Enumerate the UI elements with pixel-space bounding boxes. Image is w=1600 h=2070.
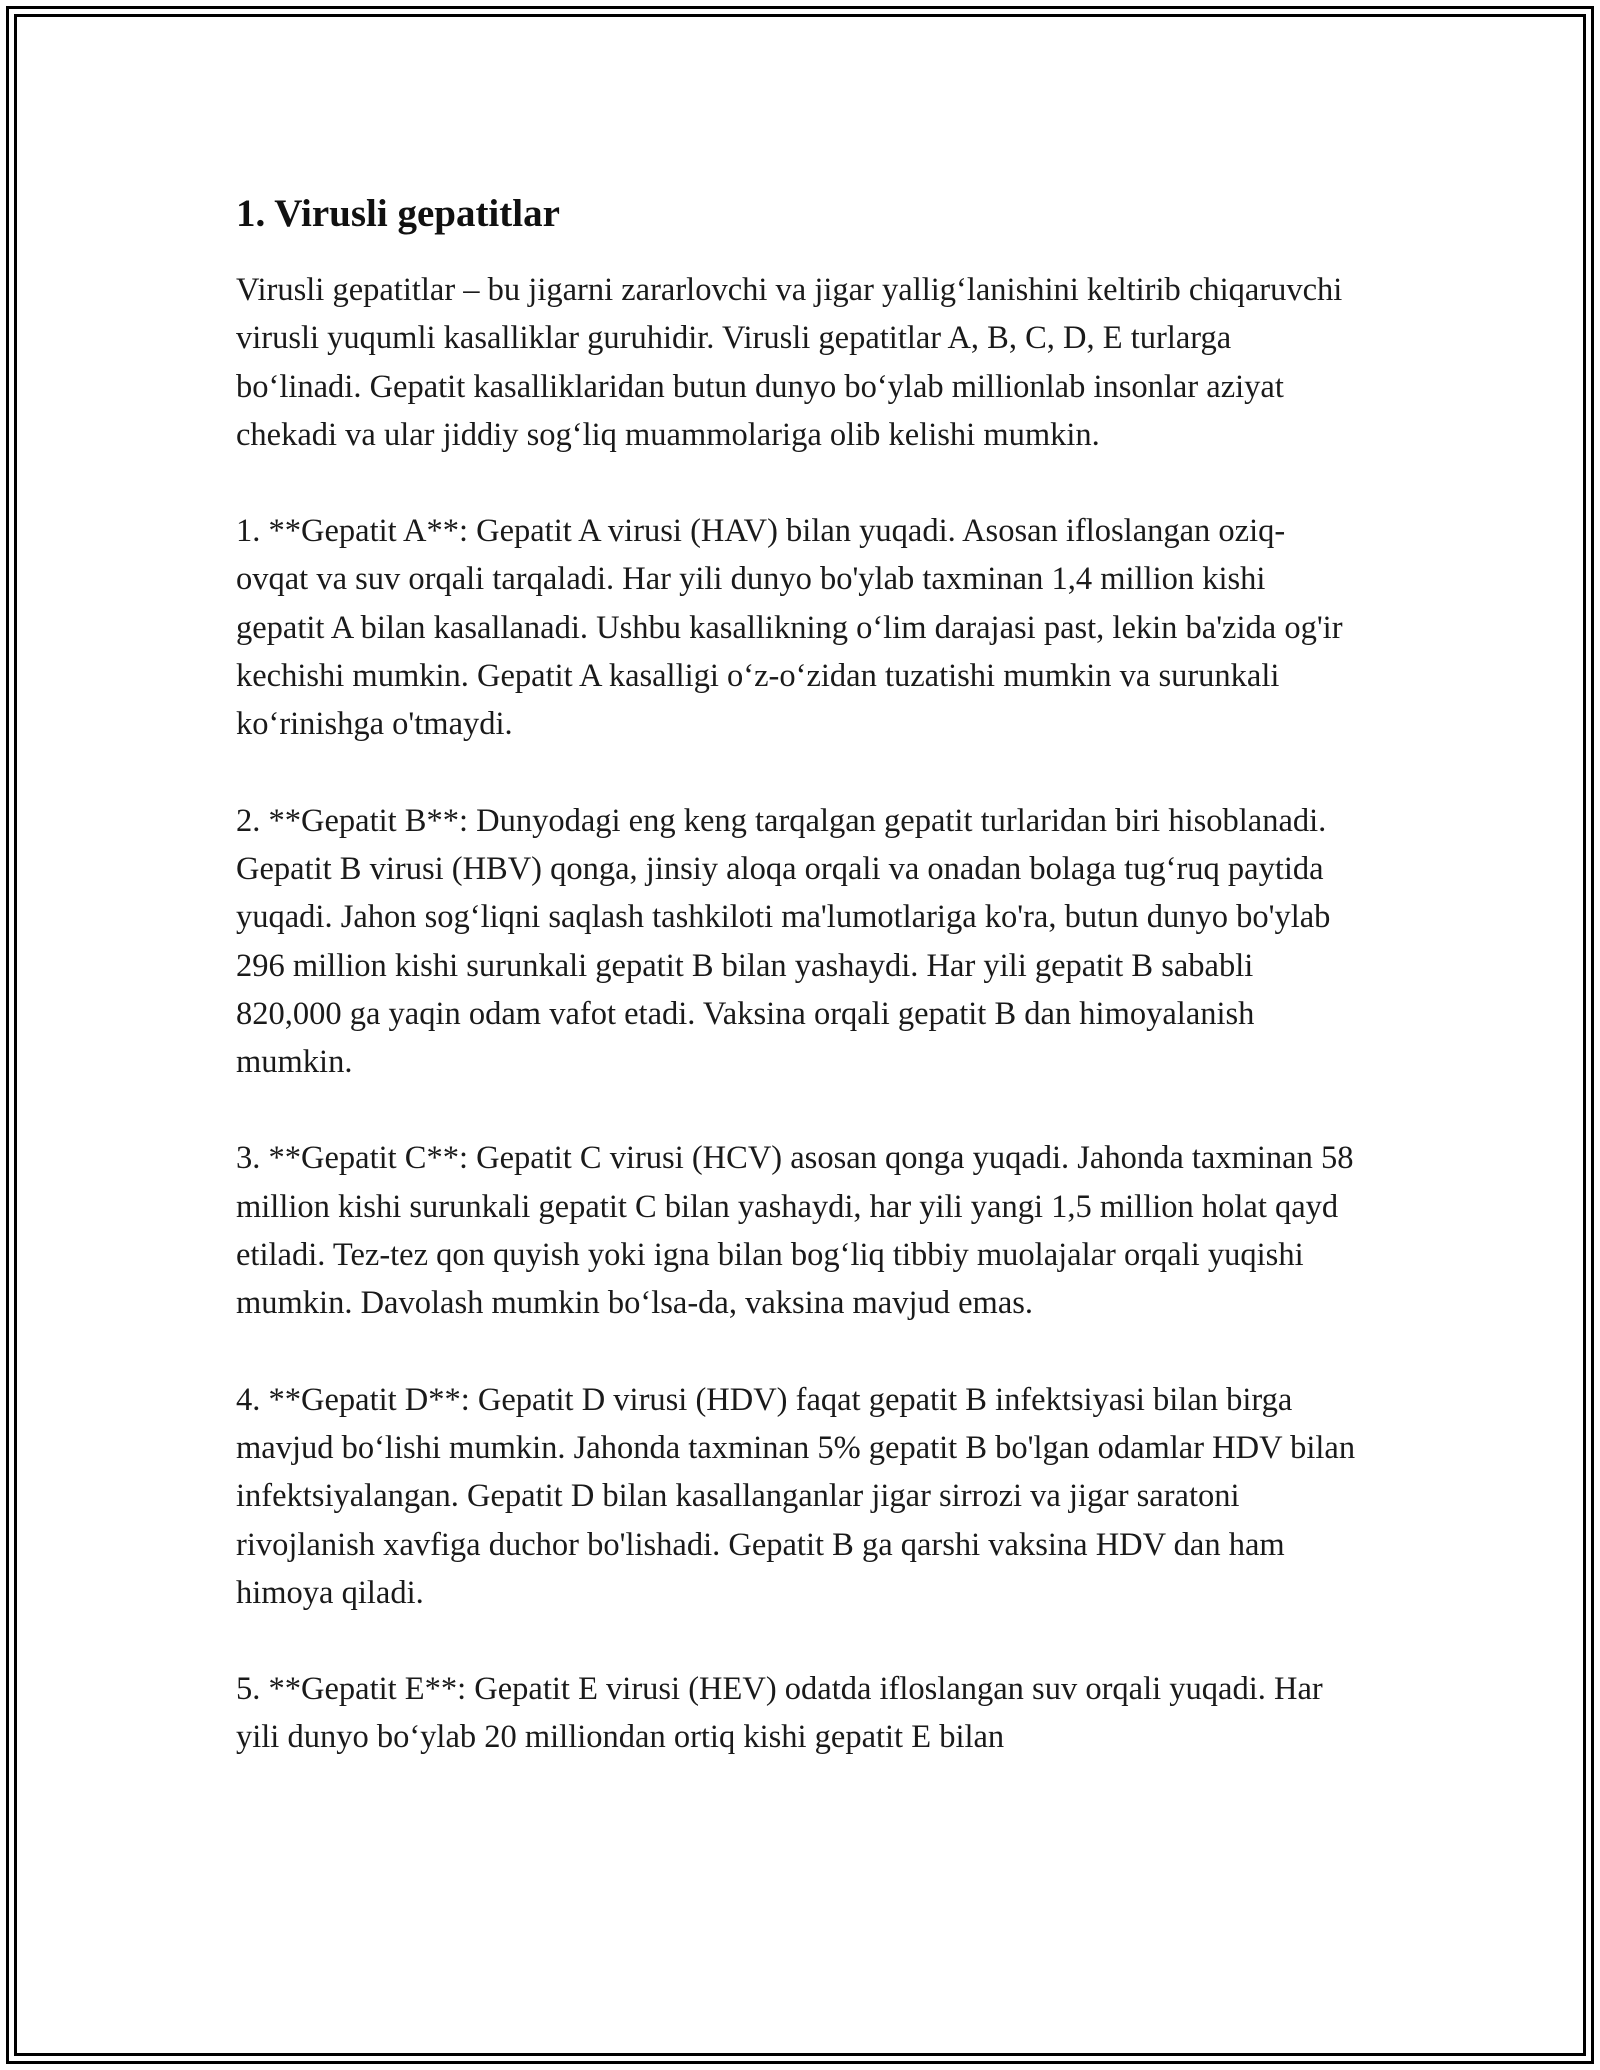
hepatitis-a-paragraph: 1. **Gepatit A**: Gepatit A virusi (HAV) bilan yuqadi. Asosan ifloslangan oziq-ovqat va suv orqali tarqaladi. Har yili dunyo bo'ylab taxminan 1,4 million kishi gepatit A bilan kasallanadi. Ushbu kasallikning o‘lim darajasi past, lekin ba'zida og'ir kechishi mumkin. Gepatit A kasalligi o‘z-o‘zidan tuzatishi mumkin va surunkali ko‘rinishga o'tmaydi. — [236, 513, 1343, 743]
intro-paragraph: Virusli gepatitlar – bu jigarni zararlovchi va jigar yallig‘lanishini keltirib chiqaruvchi virusli yuqumli kasalliklar guruhidir. Virusli gepatitlar A, B, C, D, E turlarga bo‘linadi. Gepatit kasalliklaridan butun dunyo bo‘ylab millionlab insonlar aziyat chekadi va ular jiddiy sog‘liq muammolariga olib kelishi mumkin. — [236, 272, 1343, 453]
section-title: 1. Virusli gepatitlar — [236, 192, 560, 235]
hepatitis-b-paragraph: 2. **Gepatit B**: Dunyodagi eng keng tarqalgan gepatit turlaridan biri hisoblanadi. Gepatit B virusi (HBV) qonga, jinsiy aloqa orqali va onadan bolaga tug‘ruq paytida yuqadi. Jahon sog‘liqni saqlash tashkiloti ma'lumotlariga ko'ra, butun dunyo bo'ylab 296 million kishi surunkali gepatit B bilan yashaydi. Har yili gepatit B sababli 820,000 ga yaqin odam vafot etadi. Vaksina orqali gepatit B dan himoyalanish mumkin. — [236, 802, 1331, 1081]
hepatitis-d-paragraph: 4. **Gepatit D**: Gepatit D virusi (HDV) faqat gepatit B infektsiyasi bilan birga mavjud bo‘lishi mumkin. Jahonda taxminan 5% gepatit B bo'lgan odamlar HDV bilan infektsiyalangan. Gepatit D bilan kasallanganlar jigar sirrozi va jigar saratoni rivojlanish xavfiga duchor bo'lishadi. Gepatit B ga qarshi vaksina HDV dan ham himoya qiladi. — [236, 1381, 1356, 1611]
document-body — [236, 186, 1356, 1810]
hepatitis-e-paragraph: 5. **Gepatit E**: Gepatit E virusi (HEV) odatda ifloslangan suv orqali yuqadi. Har yili dunyo bo‘ylab 20 milliondan ortiq kishi gepatit E bilan — [236, 1671, 1323, 1756]
hepatitis-c-paragraph: 3. **Gepatit C**: Gepatit C virusi (HCV) asosan qonga yuqadi. Jahonda taxminan 58 million kishi surunkali gepatit C bilan yashaydi, har yili yangi 1,5 million holat qayd etiladi. Tez-tez qon quyish yoki igna bilan bog‘liq tibbiy muolajalar orqali yuqishi mumkin. Davolash mumkin bo‘lsa-da, vaksina mavjud emas. — [236, 1140, 1354, 1322]
